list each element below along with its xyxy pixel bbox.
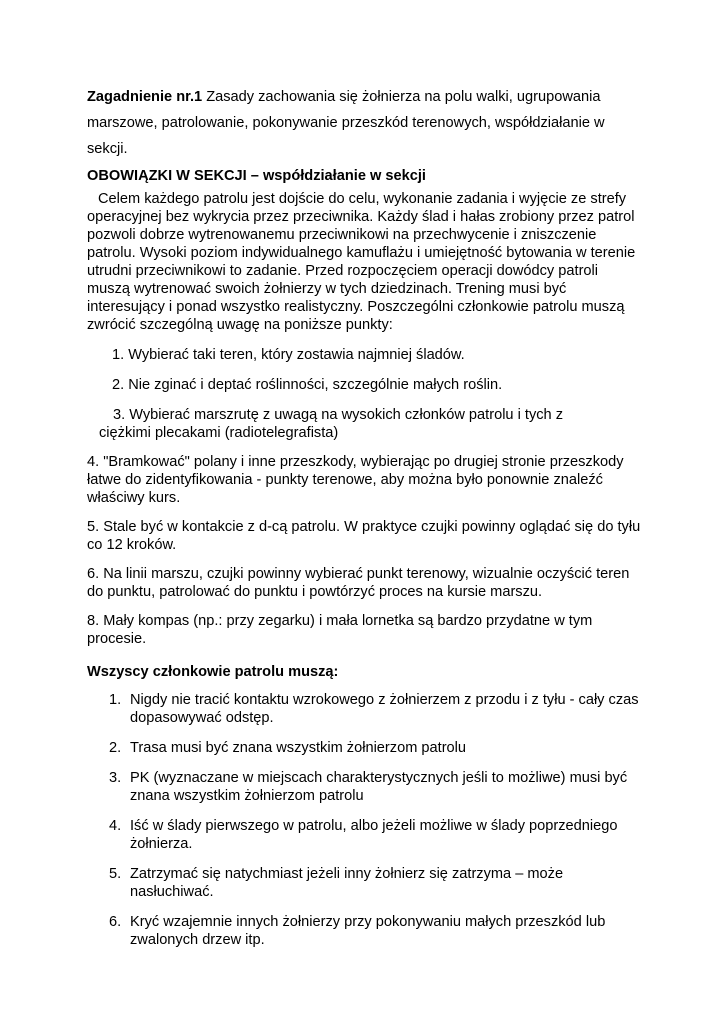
list-item-text: Zatrzymać się natychmiast jeżeli inny żołnierz się zatrzyma – może nasłuchiwać.	[130, 866, 564, 900]
list-item-text: Iść w ślady pierwszego w patrolu, albo jeżeli możliwe w ślady poprzedniego żołnierza.	[130, 818, 618, 852]
list-item	[87, 739, 642, 757]
list-item	[87, 406, 642, 442]
intro-text: Zasady zachowania się żołnierza na polu walki, ugrupowania marszowe, patrolowanie, pokonywanie przeszkód terenowych, współdziałanie w sekcji.	[87, 89, 605, 157]
list-item: 8. Mały kompas (np.: przy zegarku) i mała lornetka są bardzo przydatne w tym procesie.	[87, 613, 593, 647]
list-item	[87, 913, 642, 949]
list-item-text: Nigdy nie tracić kontaktu wzrokowego z żołnierzem z przodu i z tyłu - cały czas dopasowywać odstęp.	[130, 692, 639, 726]
list-item: 1. Wybierać taki teren, który zostawia najmniej śladów.	[112, 347, 465, 363]
list-number: 4.	[109, 818, 122, 834]
list-item-text: Trasa musi być znana wszystkim żołnierzom patrolu	[130, 740, 467, 756]
list-number: 6.	[109, 914, 122, 930]
intro-paragraph	[87, 84, 642, 162]
list-item: 2. Nie zginać i deptać roślinności, szczególnie małych roślin.	[112, 377, 503, 393]
list-item: 5. Stale być w kontakcie z d-cą patrolu. W praktyce czujki powinny oglądać się do tyłu co 12 kroków.	[87, 519, 641, 553]
intro-label: Zagadnienie nr.1	[87, 89, 203, 105]
list-item-text: 3. Wybierać marszrutę z uwagą na wysokich członków patrolu i tych z	[113, 407, 564, 423]
list-item-text: PK (wyznaczane w miejscach charakterystycznych jeśli to możliwe) musi być znana wszystkim żołnierzom patrolu	[130, 770, 628, 804]
list-item	[87, 769, 642, 805]
list-item	[87, 865, 642, 901]
list-number: 1.	[109, 692, 122, 708]
document-page	[87, 84, 642, 949]
section-heading: OBOWIĄZKI W SEKCJI – współdziałanie w sekcji	[87, 168, 426, 184]
points-list	[87, 346, 642, 648]
list-item: 4. "Bramkować" polany i inne przeszkody, wybierając po drugiej stronie przeszkody łatwe do zidentyfikowania - punkty terenowe, aby można było ponownie znaleźć właściwy kurs.	[87, 454, 624, 506]
sub-heading: Wszyscy członkowie patrolu muszą:	[87, 664, 339, 680]
list-item	[87, 691, 642, 727]
list-item	[87, 817, 642, 853]
list-number: 5.	[109, 866, 122, 882]
list-item-continuation: ciężkimi plecakami (radiotelegrafista)	[99, 425, 339, 441]
list-number: 2.	[109, 740, 122, 756]
list-item: 6. Na linii marszu, czujki powinny wybierać punkt terenowy, wizualnie oczyścić teren do punktu, patrolować do punktu i powtórzyć proces na kursie marszu.	[87, 566, 630, 600]
list-number: 3.	[109, 770, 122, 786]
body-paragraph: Celem każdego patrolu jest dojście do celu, wykonanie zadania i wyjęcie ze strefy operacyjnej bez wykrycia przez przeciwnika. Każdy ślad i hałas zrobiony przez patrol pozwoli dobrze wytrenowanemu przeciwnikowi na przechwycenie i zniszczenie patrolu. Wysoki poziom indywidualnego kamuflażu i umiejętność bytowania w terenie utrudni przeciwnikowi to zadanie. Przed rozpoczęciem operacji dowódcy patroli muszą wytrenować swoich żołnierzy w tych dziedzinach. Trening musi być interesujący i ponad wszystko realistyczny. Poszczególni członkowie patrolu muszą zwrócić szczególną uwagę na poniższe punkty:	[87, 191, 636, 333]
numbered-list	[87, 691, 642, 949]
list-item-text: Kryć wzajemnie innych żołnierzy przy pokonywaniu małych przeszkód lub zwalonych drzew itp.	[130, 914, 606, 948]
